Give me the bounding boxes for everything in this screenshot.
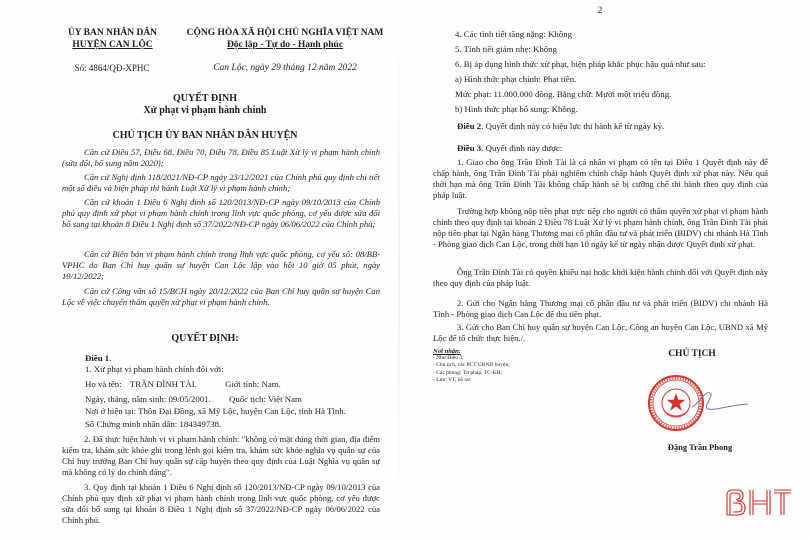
legal-basis-2 <box>62 172 380 194</box>
article-1-item-2 <box>62 434 380 478</box>
article-3-para-5 <box>433 322 768 344</box>
recipients-list <box>433 348 573 384</box>
legal-basis-5 <box>62 286 380 308</box>
nationality: Quốc tịch: Việt Nam <box>228 394 302 404</box>
legal-basis-1 <box>62 147 380 169</box>
agency-line-1: ỦY BAN NHÂN DÂN <box>67 28 158 38</box>
decision-heading: QUYẾT ĐỊNH: <box>171 333 239 344</box>
para-text: 1. Giao cho ông Trần Đình Tài là cá nhân vi phạm có tên tại Điều 1 Quyết định này để chấp hành, ông Trần Đình Tài phải nghiêm chỉnh chấp hành Quyết định xử phạt này. Nếu quá thời hạn mà ông Trần Đình Tài không chấp hành sẽ bị cưỡng chế thi hành theo quy định của pháp luật. <box>433 157 768 200</box>
recipient: - Chủ tịch, các PCT UBND huyện; <box>433 362 510 369</box>
subtitle: Xử phạt vi phạm hành chính <box>143 105 267 116</box>
para-text: Trường hợp không nộp tiền phạt trực tiếp cho người có thẩm quyền xử phạt vi phạm hành chính theo quy định tại khoản 2 Điều 78 Luật Xử lý vi phạm hành chính, ông Trần Đình Tài phải nộp tiền phạt tại Ngân hàng Thương mại cổ phần đầu tư và phát triển (BIDV) chi nhánh Hà Tĩnh - Phòng giao dịch Can Lộc, trong thời hạn 10 ngày kể từ ngày nhận được Quyết định xử phạt. <box>433 206 768 249</box>
title: QUYẾT ĐỊNH <box>173 93 237 104</box>
regulation-text: 3. Quy định tại khoản 1 Điều 6 Nghị định số 120/2013/NĐ-CP ngày 09/10/2013 của Chính phủ quy định xử phạt vi phạm hành chính trong lĩnh vực quốc phòng, cơ yếu được sửa đổi bổ sung tại khoản 8 Điều 1 Nghị định số 37/2022/NĐ-CP ngày 06/06/2022 của Chính phủ. <box>62 482 380 525</box>
article-2-label: Điều 2 <box>457 121 482 131</box>
article-3-para-1 <box>433 157 768 201</box>
residence: Nơi ở hiện tại: Thôn Đại Đồng, xã Mỹ Lộc, huyện Can Lộc, tỉnh Hà Tĩnh. <box>85 406 346 416</box>
recipients-title: Nơi nhận: <box>433 348 461 355</box>
article-3-label: Điều 3 <box>457 143 482 153</box>
article-1-item-1: 1. Xử phạt vi phạm hành chính đối với: <box>85 364 224 374</box>
article-2-text: . Quyết định này có hiệu lực thi hành kể từ ngày ký. <box>481 121 665 131</box>
violation-text: 2. Đã thực hiện hành vi vi phạm hành chính: "không có mặt đúng thời gian, địa điểm kiểm tra, khám sức khỏe ghi trong lệnh gọi kiểm tra, khám sức khỏe nghĩa vụ quân sự của Chỉ huy trưởng Ban Chỉ huy quân sự cấp huyện theo quy định của Luật Nghĩa vụ quân sự mà không có lý do chính đáng". <box>62 434 380 477</box>
article-3-para-4 <box>433 298 768 320</box>
legal-basis-text: Căn cứ khoản 1 Điều 6 Nghị định số 120/2013/NĐ-CP ngày 09/10/2013 của Chính phủ quy định xử phạt vi phạm hành chính trong lĩnh vực quốc phòng, cơ yếu được sửa đổi bổ sung tại khoản 8 Điều 1 Nghị định số 37/2022/NĐ-CP ngày 06/06/2022 của Chính phủ; <box>62 197 380 229</box>
document-number: Số: 4864/QĐ-XPHC <box>74 63 150 73</box>
recipient: - Như Điều 3; <box>433 355 464 362</box>
article-3-para-3 <box>433 267 768 289</box>
document-page-2 <box>400 0 810 540</box>
date-of-birth: Ngày, tháng, năm sinh: 09/05/2001. <box>85 394 211 404</box>
name-label: Họ và tên: <box>85 379 122 389</box>
legal-basis-text: Căn cứ Biên bản vi phạm hành chính trong lĩnh vực quốc phòng, cơ yếu số: 08/BB-VPHC do Ban Chỉ huy quân sự huyện Can Lộc lập vào hồi 10 giờ 05 phút, ngày 19/12/2022; <box>62 249 380 281</box>
article-1-item-3 <box>62 482 380 526</box>
mitigating-circumstances: 5. Tình tiết giảm nhẹ: Không <box>455 44 557 54</box>
article-3-text: . Quyết định này được: <box>481 143 563 153</box>
nation-line-2: Độc lập - Tự do - Hạnh phúc <box>226 40 344 50</box>
agency-line-2: HUYỆN CAN LỘC <box>72 40 153 50</box>
recipient: - Lưu: VT, hồ sơ. <box>433 376 472 383</box>
label: Điều 1 <box>85 353 110 363</box>
id-number: Số Chứng minh nhân dân: 184349738. <box>85 419 222 429</box>
violator-name: TRẦN ĐÌNH TÀI. <box>129 379 197 389</box>
article-1-label: Điều 1. <box>85 353 112 363</box>
legal-basis-text: Căn cứ Công văn số 15/BCH ngày 20/12/2022 của Ban Chỉ huy quân sự huyện Can Lộc về việc chuyển thẩm quyền xử phạt vi phạm hành chính. <box>62 286 380 307</box>
article-3 <box>457 143 562 153</box>
fine-amount: Mức phạt: 11.000.000 đồng. Bằng chữ: Mười một triệu đồng. <box>455 89 672 99</box>
authority-heading: CHỦ TỊCH ỦY BAN NHÂN DÂN HUYỆN <box>112 130 298 141</box>
document-page-1 <box>0 0 400 540</box>
page-number: 2 <box>597 6 603 16</box>
main-penalty: a) Hình thức phạt chính: Phạt tiền. <box>455 74 577 84</box>
nation-line-1: CỘNG HÒA XÃ HỘI CHỦ NGHĨA VIỆT NAM <box>186 28 384 38</box>
bht-logo-icon <box>723 487 793 517</box>
signer-title: CHỦ TỊCH <box>668 349 716 359</box>
recipient: - Các phòng: Tư pháp, TC-KH; <box>433 369 503 376</box>
legal-basis-3 <box>62 197 380 230</box>
para-text: Ông Trần Đình Tài có quyền khiếu nại hoặc khởi kiện hành chính đối với Quyết định này theo quy định của pháp luật. <box>433 267 768 288</box>
national-motto <box>185 27 385 51</box>
penalty-details <box>455 27 785 117</box>
issuing-agency <box>60 27 165 51</box>
aggravating-circumstances: 4. Các tình tiết tăng nặng: Không <box>455 29 573 39</box>
additional-penalty: b) Hình thức phạt bổ sung: Không. <box>455 104 578 114</box>
para-text: 2. Gửi cho Ngân hàng Thương mại cổ phần đầu tư và phát triển (BIDV) chi nhánh Hà Tĩnh - Phòng giao dịch Can Lộc để thu tiền phạt. <box>433 298 768 319</box>
signer-name: Đặng Trần Phong <box>667 442 733 452</box>
date-line: Can Lộc, ngày 29 tháng 12 năm 2022 <box>213 63 357 73</box>
legal-basis-text: Căn cứ Điều 57, Điều 68, Điều 70, Điều 78, Điều 85 Luật Xử lý vi phạm hành chính (sửa đổi, bổ sung năm 2020); <box>62 147 380 168</box>
article-3-para-2 <box>433 206 768 250</box>
para-text: 3. Gửi cho Ban Chỉ huy quân sự huyện Can Lộc, Công an huyện Can Lộc, UBND xã Mỹ Lộc để tổ chức thực hiện./. <box>433 322 768 343</box>
penalty-forms: 6. Bị áp dụng hình thức xử phạt, biện pháp khắc phục hậu quả như sau: <box>455 59 706 69</box>
legal-basis-text: Căn cứ Nghị định 118/2021/NĐ-CP ngày 23/12/2021 của Chính phủ quy định chi tiết một số điều và biện pháp thi hành Luật Xử lý vi phạm hành chính; <box>62 172 380 193</box>
article-2 <box>457 121 664 131</box>
document-title <box>120 93 290 117</box>
gender: Giới tính: Nam. <box>225 379 281 389</box>
name-row <box>85 377 385 392</box>
article-1 <box>85 351 385 432</box>
signature-icon <box>690 385 750 415</box>
legal-basis-4 <box>62 249 380 282</box>
